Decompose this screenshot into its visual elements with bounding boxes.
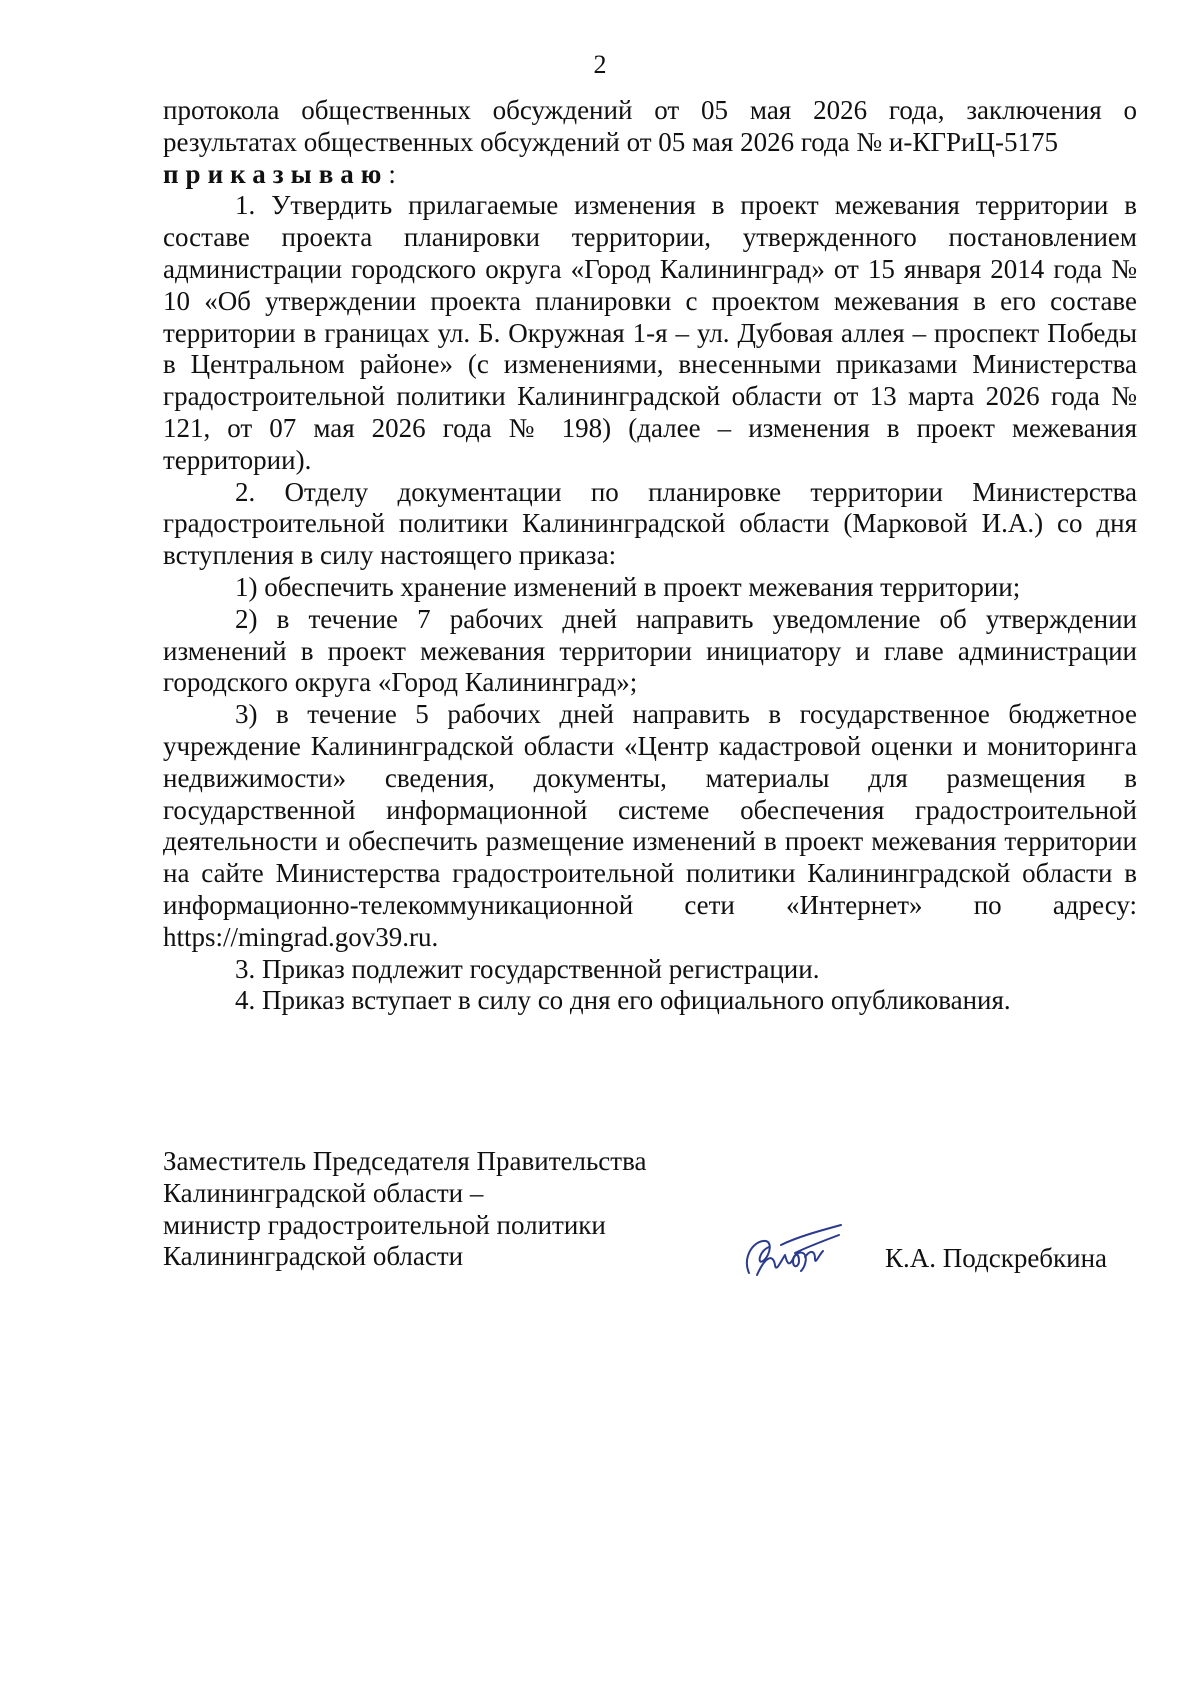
page-number: 2 bbox=[593, 50, 607, 79]
order-word: приказываю bbox=[163, 158, 389, 189]
position-line: Заместитель Председателя Правительства bbox=[163, 1146, 647, 1176]
item-2-2-paragraph: 2) в течение 7 рабочих дней направить уведомление об утверждении изменений в проект межевания территории инициатору и главе администрации городского округа «Город Калининград»; bbox=[163, 603, 1137, 698]
signer-name: К.А. Подскребкина bbox=[885, 1243, 1108, 1273]
position-line: министр градостроительной политики bbox=[163, 1209, 606, 1240]
item-1-paragraph: 1. Утвердить прилагаемые изменения в проект межевания территории в составе проекта планировки территории, утвержденного постановлением администрации городского округа «Город Калининград» от 15 января 2014 года № 10 «Об утверждении проекта планировки с проектом межевания в его составе территории в границах ул. Б. Окружная 1-я – ул. Дубовая аллея – проспект Победы в Центральном районе» (с изменениями, внесенными приказами Министерства градостроительной политики Калининградской области от 13 марта 2026 года № 121, от 07 мая 2026 года № 198) (далее – изменения в проект межевания территории). bbox=[163, 190, 1137, 475]
document-body bbox=[163, 95, 1137, 1017]
item-3-paragraph: 3. Приказ подлежит государственной регистрации. bbox=[235, 953, 820, 984]
handwritten-signature-icon bbox=[735, 1215, 845, 1285]
item-4-paragraph: 4. Приказ вступает в силу со дня его официального опубликования. bbox=[235, 985, 1011, 1016]
item-2-1-paragraph: 1) обеспечить хранение изменений в проект межевания территории; bbox=[235, 571, 1021, 602]
intro-text: протокола общественных обсуждений от 05 мая 2026 года, заключения о результатах общественных обсуждений от 05 мая 2026 года № и-КГРиЦ-5175 bbox=[163, 95, 1137, 157]
intro-paragraph bbox=[163, 95, 1137, 190]
position-line: Калининградской области bbox=[163, 1241, 464, 1272]
item-2-paragraph: 2. Отделу документации по планировке территории Министерства градостроительной политики Калининградской области (Марковой И.А.) со дня вступления в силу настоящего приказа: bbox=[163, 476, 1137, 571]
signatory-position bbox=[163, 1146, 646, 1273]
order-colon: : bbox=[388, 158, 396, 189]
position-line: Калининградской области – bbox=[163, 1177, 484, 1208]
item-2-3-paragraph: 3) в течение 5 рабочих дней направить в государственное бюджетное учреждение Калининградской области «Центр кадастровой оценки и мониторинга недвижимости» сведения, документы, материалы для размещения в государственной информационной системе обеспечения градостроительной деятельности и обеспечить размещение изменений в проект межевания территории на сайте Министерства градостроительной политики Калининградской области в информационно-телекоммуникационной сети «Интернет» по адресу: https://mingrad.gov39.ru. bbox=[163, 699, 1137, 952]
